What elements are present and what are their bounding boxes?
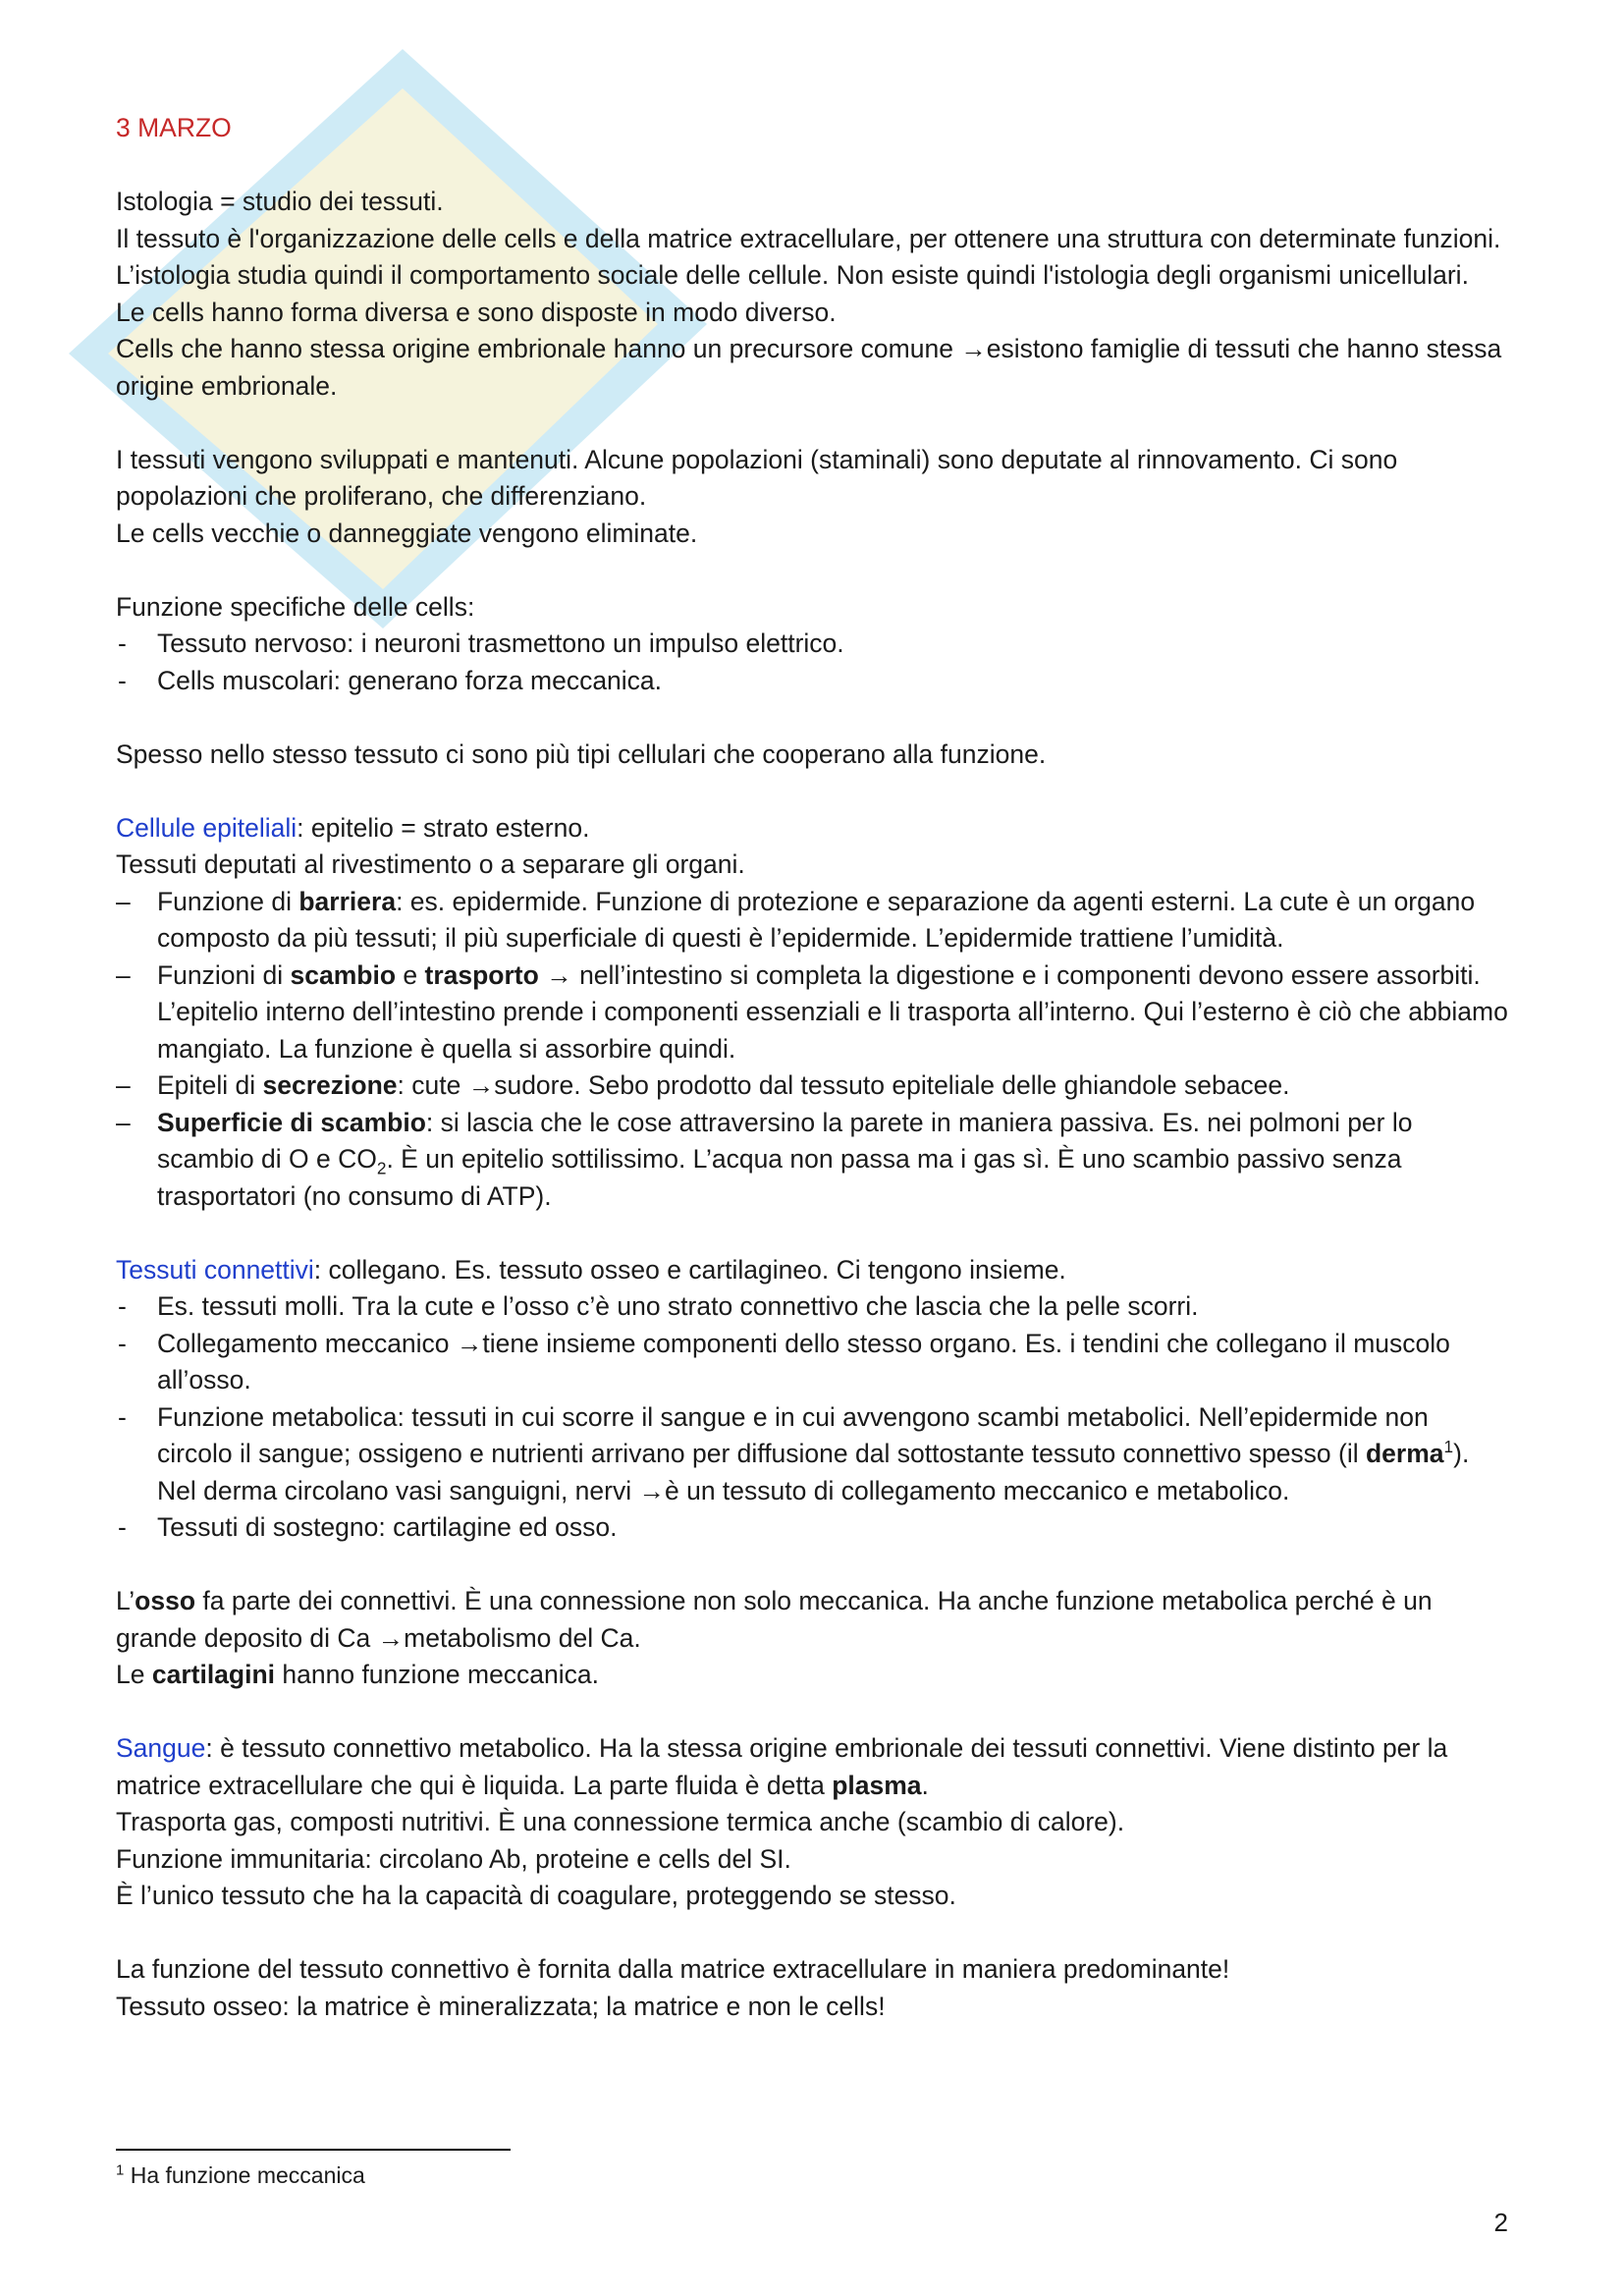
footnote-number: 1 — [116, 2161, 125, 2179]
functions-list — [116, 626, 1508, 699]
functions-title: Funzione specifiche delle cells: — [116, 591, 475, 622]
bone-paragraph: L’osso fa parte dei connettivi. È una connessione non solo meccanica. Ha anche funzione metabolica perché è un grande deposito di Ca →metabolismo del Ca. — [116, 1586, 1433, 1653]
origin-paragraph: Cells che hanno stessa origine embrionale hanno un precursore comune →esistono famiglie di tessuti che hanno stessa origine embrionale. — [116, 334, 1502, 401]
epithelial-list — [116, 884, 1508, 1216]
arrow-icon: → — [960, 334, 987, 363]
footnote — [116, 2160, 365, 2190]
blood-line: È l’unico tessuto che ha la capacità di coagulare, proteggendo se stesso. — [116, 1881, 956, 1910]
list-item: - Tessuti di sostegno: cartilagine ed osso. — [118, 1512, 618, 1542]
blood-line: Trasporta gas, composti nutritivi. È una connessione termica anche (scambio di calore). — [116, 1807, 1125, 1836]
conclusion-line: Tessuto osseo: la matrice è mineralizzata; la matrice e non le cells! — [116, 1991, 886, 2021]
list-item: – Funzioni di scambio e trasporto → nell’intestino si completa la digestione e i componenti devono essere assorbiti. L’epitelio interno dell’intestino prende i componenti essenziali e li trasporta all’interno. Qui l’esterno è ciò che abbiamo mangiato. La funzione è quella si assorbire quindi. — [116, 959, 1508, 1064]
cartilage-paragraph: Le cartilagini hanno funzione meccanica. — [116, 1660, 600, 1689]
maintenance-paragraph: Le cells vecchie o danneggiate vengono eliminate. — [116, 518, 698, 548]
list-item: – Funzione di barriera: es. epidermide. Funzione di protezione e separazione da agenti esterni. La cute è un organo composto da più tessuti; il più superficiale di questi è l’epidermide. L’epidermide trattiene l’umidità. — [116, 886, 1476, 953]
epithelial-heading: Cellule epiteliali: epitelio = strato esterno. — [116, 812, 590, 843]
blood-paragraph: Sangue: è tessuto connettivo metabolico. Ha la stessa origine embrionale dei tessuti connettivi. Viene distinto per la matrice extracellulare che qui è liquida. La parte fluida è detta plasma. — [116, 1733, 1448, 1800]
blood-line: Funzione immunitaria: circolano Ab, proteine e cells del SI. — [116, 1843, 791, 1874]
section-title-blood: Sangue — [116, 1733, 206, 1763]
arrow-icon: → — [538, 959, 580, 990]
maintenance-paragraph: I tessuti vengono sviluppati e mantenuti. Alcune popolazioni (staminali) sono deputate al rinnovamento. Ci sono popolazioni che proliferano, che differenziano. — [116, 444, 1398, 511]
list-item: - Collegamento meccanico →tiene insieme componenti dello stesso organo. Es. i tendini che collegano il muscolo all’osso. — [118, 1328, 1450, 1394]
footnote-text: Ha funzione meccanica — [130, 2162, 365, 2188]
list-item: - Tessuto nervoso: i neuroni trasmettono un impulso elettrico. — [118, 629, 844, 658]
connective-heading: Tessuti connettivi: collegano. Es. tessuto osseo e cartilagineo. Ci tengono insieme. — [116, 1254, 1066, 1285]
page-number: 2 — [1493, 2208, 1508, 2237]
list-item: - Cells muscolari: generano forza meccanica. — [118, 665, 663, 695]
document-page — [116, 110, 1508, 2025]
section-title-connective: Tessuti connettivi — [116, 1254, 314, 1285]
intro-line: Le cells hanno forma diversa e sono disposte in modo diverso. — [116, 297, 837, 327]
conclusion-line: La funzione del tessuto connettivo è fornita dalla matrice extracellulare in maniera predominante! — [116, 1954, 1230, 1984]
intro-line: L’istologia studia quindi il comportamento sociale delle cellule. Non esiste quindi l'istologia degli organismi unicellulari. — [116, 260, 1469, 290]
cooperation-paragraph: Spesso nello stesso tessuto ci sono più tipi cellulari che cooperano alla funzione. — [116, 738, 1047, 769]
footnote-ref: 1 — [1443, 1437, 1454, 1457]
section-title-epithelial: Cellule epiteliali — [116, 812, 298, 843]
intro-line: Il tessuto è l'organizzazione delle cells e della matrice extracellulare, per ottenere una struttura con determinate funzioni. — [116, 223, 1501, 253]
list-item: - Funzione metabolica: tessuti in cui scorre il sangue e in cui avvengono scambi metabolici. Nell’epidermide non circolo il sangue; ossigeno e nutrienti arrivano per diffusione dal sottostante tessuto connettivo spesso (il derma$^1$). Nel derma circolano vasi sanguigni, nervi →è un tessuto di collegamento meccanico e metabolico. — [118, 1401, 1470, 1505]
epithelial-intro: Tessuti deputati al rivestimento o a separare gli organi. — [116, 849, 745, 879]
intro-line: Istologia = studio dei tessuti. — [116, 187, 444, 216]
footnote-divider — [116, 2149, 511, 2151]
connective-list — [116, 1288, 1508, 1547]
list-item: – Epiteli di secrezione: cute →sudore. Sebo prodotto dal tessuto epiteliale delle ghiandole sebacee. — [116, 1070, 1290, 1100]
page-title: 3 MARZO — [116, 113, 232, 142]
list-item: - Es. tessuti molli. Tra la cute e l’osso c’è uno strato connettivo che lascia che la pelle scorri. — [118, 1291, 1199, 1321]
list-item: – Superficie di scambio: si lascia che le cose attraversino la parete in maniera passiva. Es. nei polmoni per lo scambio di O e $CO_2$. È un epitelio sottilissimo. L’acqua non passa ma i gas sì. È uno scambio passivo senza trasportatori (no consumo di ATP). — [116, 1107, 1413, 1211]
